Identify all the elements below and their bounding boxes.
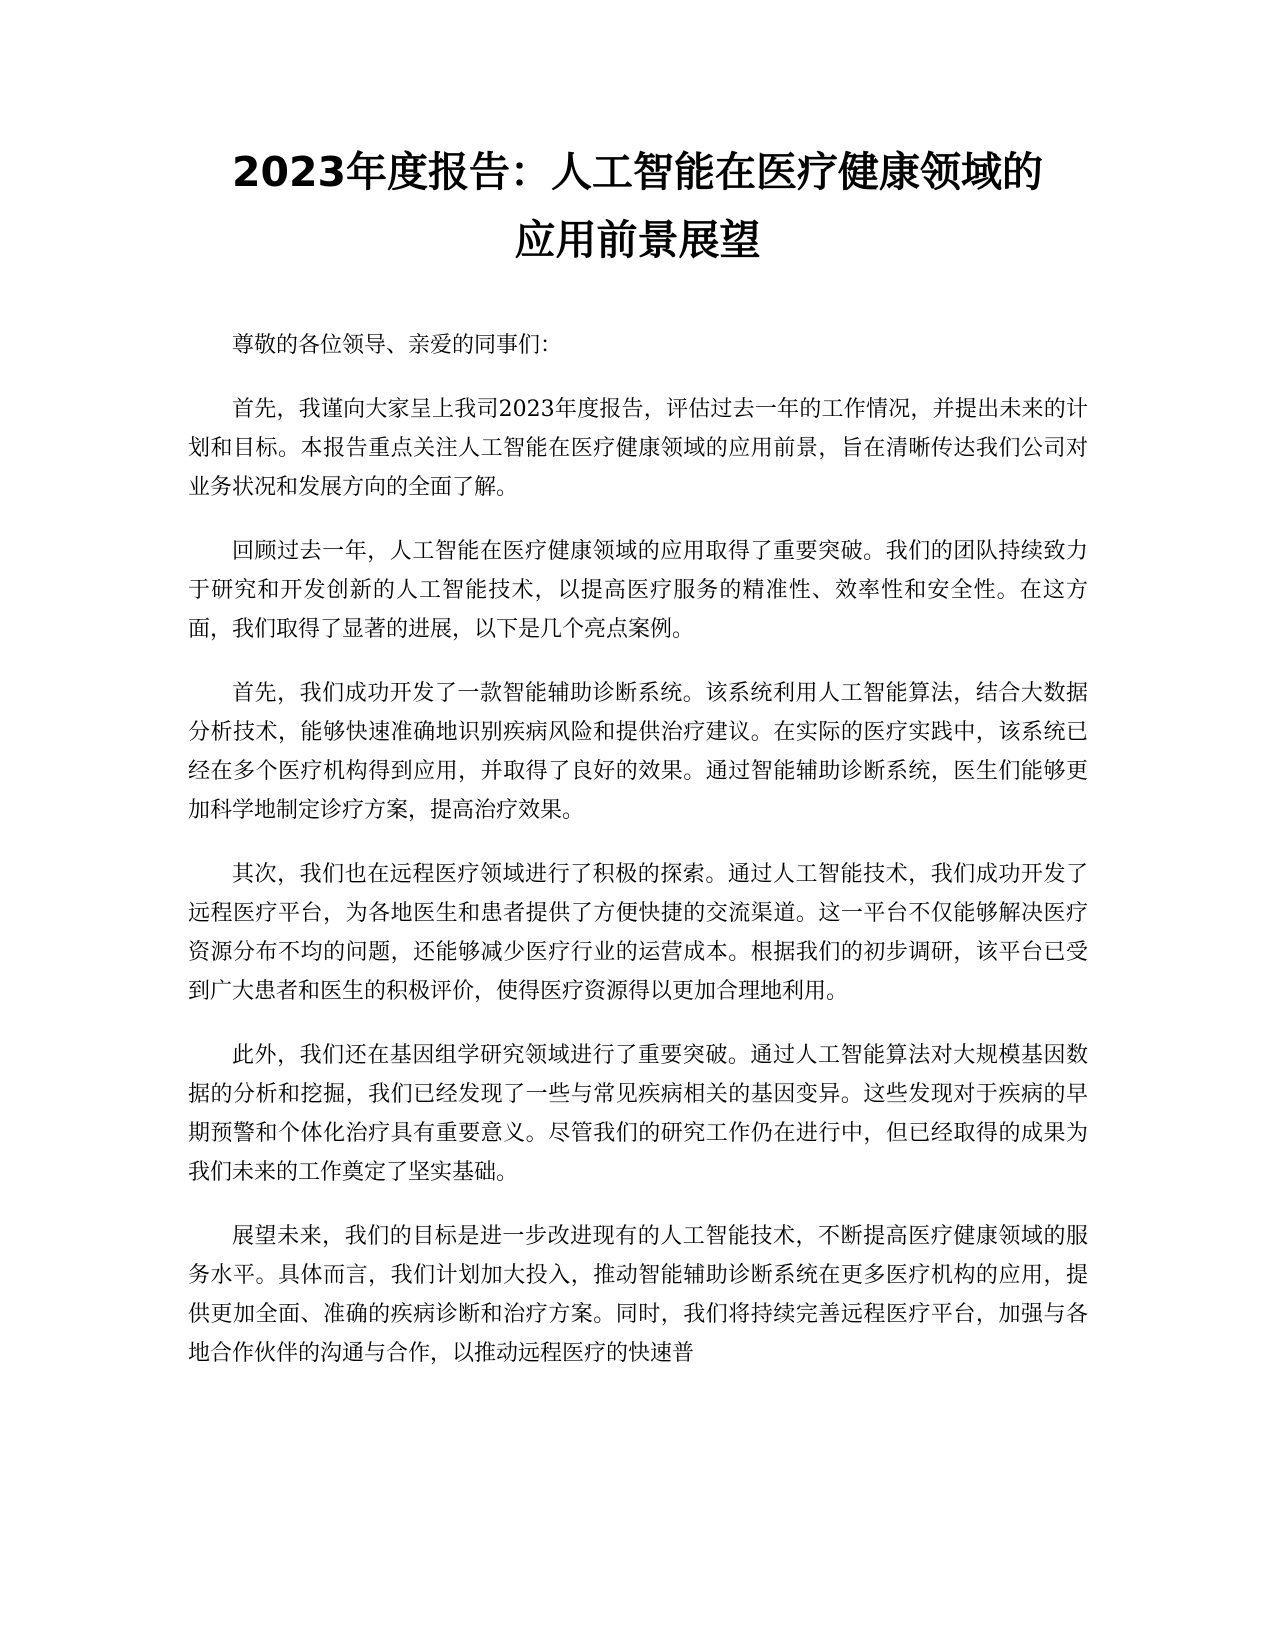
paragraph-genomics: 此外，我们还在基因组学研究领域进行了重要突破。通过人工智能算法对大规模基因数据的分析和挖掘，我们已经发现了一些与常见疾病相关的基因变异。这些发现对于疾病的早期预警和个体化治疗具有重要意义。尽管我们的研究工作仍在进行中，但已经取得的成果为我们未来的工作奠定了坚实基础。 bbox=[188, 1043, 1088, 1185]
paragraph-diagnosis-system: 首先，我们成功开发了一款智能辅助诊断系统。该系统利用人工智能算法，结合大数据分析技术，能够快速准确地识别疾病风险和提供治疗建议。在实际的医疗实践中，该系统已经在多个医疗机构得到应用，并取得了良好的效果。通过智能辅助诊断系统，医生们能够更加科学地制定诊疗方案，提高治疗效果。 bbox=[188, 681, 1088, 823]
title-line-2: 应用前景展望 bbox=[514, 216, 761, 264]
title-line-1: 2023年度报告：人工智能在医疗健康领域的 bbox=[231, 148, 1044, 196]
paragraph-telemedicine: 其次，我们也在远程医疗领域进行了积极的探索。通过人工智能技术，我们成功开发了远程医疗平台，为各地医生和患者提供了方便快捷的交流渠道。这一平台不仅能够解决医疗资源分布不均的问题，还能够减少医疗行业的运营成本。根据我们的初步调研，该平台已受到广大患者和医生的积极评价，使得医疗资源得以更加合理地利用。 bbox=[188, 862, 1088, 1004]
salutation: 尊敬的各位领导、亲爱的同事们： bbox=[232, 333, 563, 358]
paragraph-outlook: 展望未来，我们的目标是进一步改进现有的人工智能技术，不断提高医疗健康领域的服务水平。具体而言，我们计划加大投入，推动智能辅助诊断系统在更多医疗机构的应用，提供更加全面、准确的疾病诊断和治疗方案。同时，我们将持续完善远程医疗平台，加强与各地合作伙伴的沟通与合作，以推动远程医疗的快速普 bbox=[188, 1224, 1088, 1366]
document-title bbox=[180, 138, 1095, 274]
document-body bbox=[188, 326, 1088, 1398]
paragraph-review: 回顾过去一年，人工智能在医疗健康领域的应用取得了重要突破。我们的团队持续致力于研究和开发创新的人工智能技术，以提高医疗服务的精准性、效率性和安全性。在这方面，我们取得了显著的进展，以下是几个亮点案例。 bbox=[188, 539, 1088, 642]
paragraph-intro: 首先，我谨向大家呈上我司2023年度报告，评估过去一年的工作情况，并提出未来的计划和目标。本报告重点关注人工智能在医疗健康领域的应用前景，旨在清晰传达我们公司对业务状况和发展方向的全面了解。 bbox=[188, 397, 1088, 500]
